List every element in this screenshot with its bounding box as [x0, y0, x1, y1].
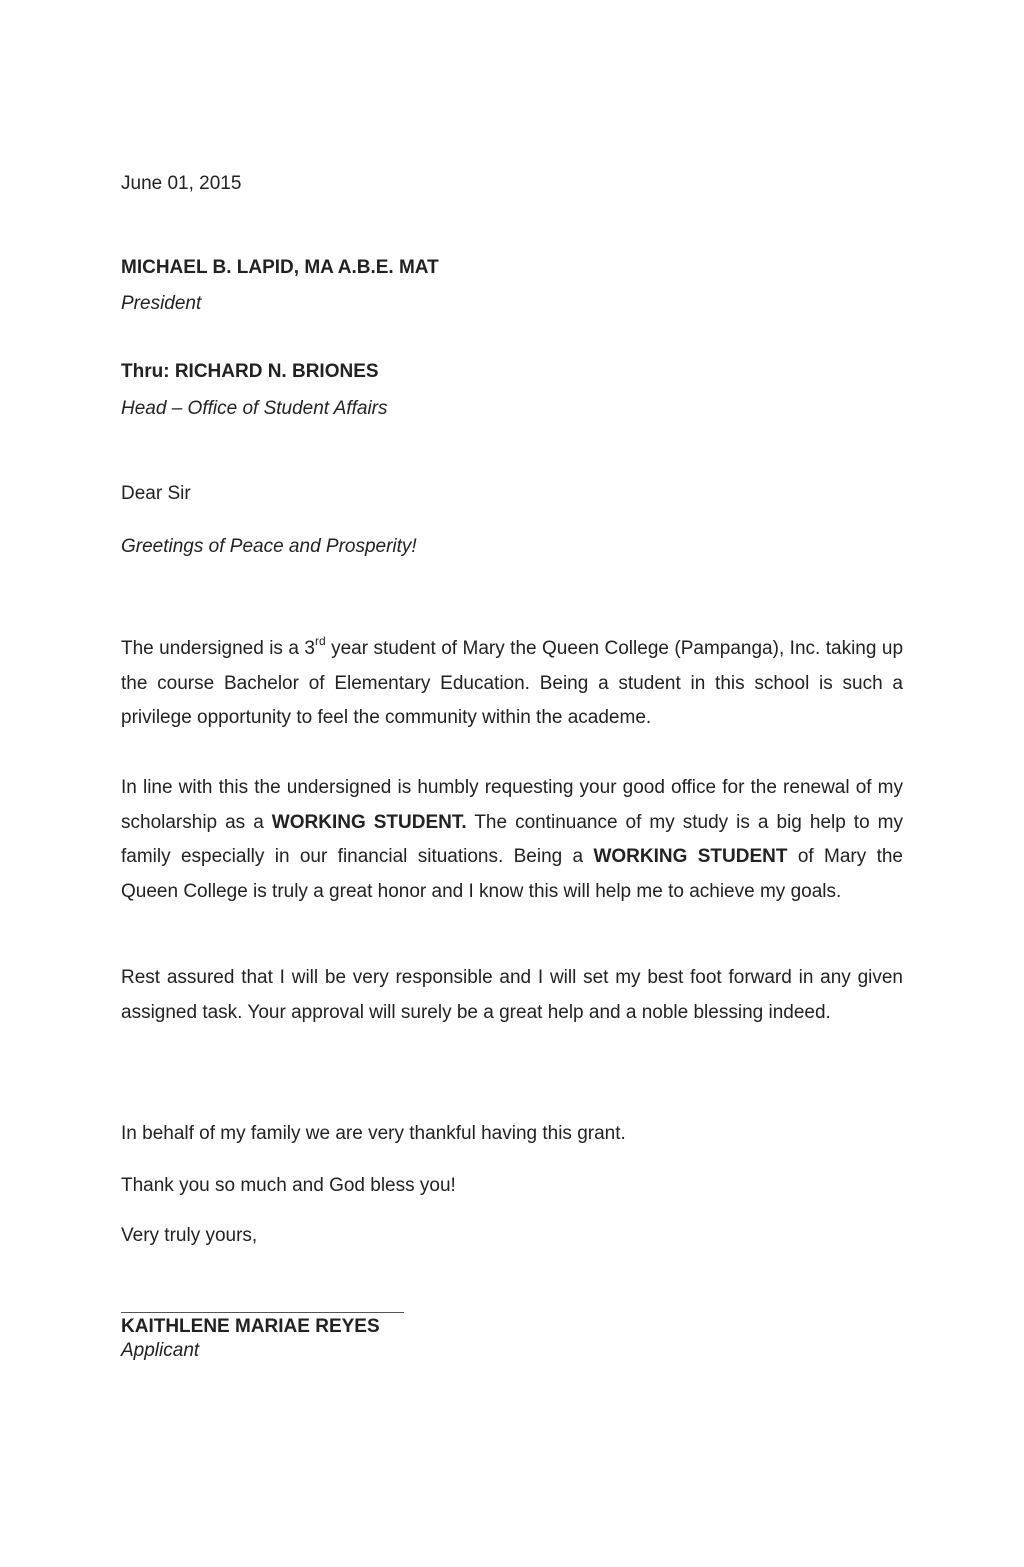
thank-you: Thank you so much and God bless you!	[121, 1175, 456, 1196]
body-paragraph-1	[121, 632, 903, 736]
year-ordinal-suffix: rd	[314, 634, 326, 648]
body-paragraph-2	[121, 771, 903, 909]
paragraph-2-text-c: of Mary the Queen College is truly a great honor and I know this will help me to achieve my goals.	[121, 846, 903, 902]
thanks-family: In behalf of my family we are very thankful having this grant.	[121, 1123, 626, 1144]
paragraph-1-text-a: The undersigned is a 3	[121, 638, 315, 659]
body-paragraph-3: Rest assured that I will be very responsible and I will set my best foot forward in any given assigned task. Your approval will surely be a great help and a noble blessing indeed.	[121, 967, 903, 1023]
greeting: Greetings of Peace and Prosperity!	[121, 536, 417, 557]
closing: Very truly yours,	[121, 1225, 258, 1246]
signature-line	[121, 1312, 404, 1313]
paragraph-1-text-b: year student of Mary the Queen College (Pampanga), Inc. taking up the course Bachelor of Elementary Education. Being a student in this school is such a privilege opportunity to feel the community within the academe.	[121, 638, 904, 728]
working-student-emphasis-2: WORKING STUDENT	[593, 846, 788, 867]
signatory-title: Applicant	[121, 1340, 200, 1361]
paragraph-2-text-a: In line with this the undersigned is humbly requesting your good office for the renewal of my scholarship as a	[121, 777, 903, 833]
thru-name: Thru: RICHARD N. BRIONES	[121, 361, 379, 382]
recipient-name: MICHAEL B. LAPID, MA A.B.E. MAT	[121, 257, 439, 278]
letter-date: June 01, 2015	[121, 173, 242, 194]
paragraph-2-text-b: The continuance of my study is a big help to my family especially in our financial situations. Being a	[121, 811, 903, 867]
working-student-emphasis-1: WORKING STUDENT.	[271, 811, 467, 833]
salutation: Dear Sir	[121, 483, 191, 504]
recipient-title: President	[121, 293, 202, 314]
signatory-name: KAITHLENE MARIAE REYES	[121, 1316, 380, 1337]
thru-title: Head – Office of Student Affairs	[121, 398, 388, 419]
